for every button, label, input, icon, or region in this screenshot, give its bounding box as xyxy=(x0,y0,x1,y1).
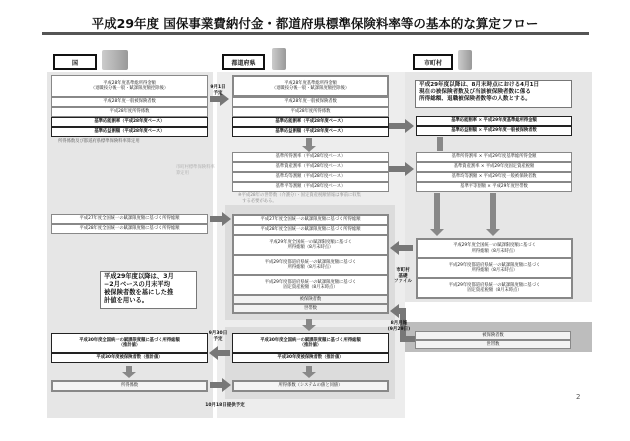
prefecture-item: 平成28年度基準総所得金額 （退職按分後一般・賦課限度額控除後） xyxy=(232,75,389,97)
municipality-rate: 基準平等割額 × 平成29年度世帯数 xyxy=(416,182,572,192)
building-icon xyxy=(272,48,286,70)
arrow-left xyxy=(218,350,230,356)
building-icon xyxy=(458,50,472,70)
arrow-right xyxy=(210,216,222,222)
arrow-down xyxy=(434,193,440,229)
arrow-left xyxy=(399,245,413,251)
building-icon xyxy=(102,50,128,70)
arrow-down-head xyxy=(302,325,316,331)
national-estimate: 平成30年度全国統一の賦課限度額に基づく所得総額 （推計値） xyxy=(51,333,208,353)
arrow-right-head xyxy=(222,212,231,226)
municipality-rate: 基準資産割率 × 平成29年度固定資産税額 xyxy=(416,162,572,172)
national-note: 所得係数及び都道府県標準保険料率算定用 xyxy=(58,139,140,144)
arrow-right-head xyxy=(222,378,231,392)
municipality-rate: 基準所得割率 × 平成29年度基準総所得金額 xyxy=(416,152,572,162)
national-item: 平成28年度一般被保険者数 xyxy=(51,97,208,107)
prefecture-income-coefficient: 所得係数（システムの値と同値） xyxy=(232,380,389,392)
national-income: 平成27年度全国統一の賦課限度額に基づく所得総額 xyxy=(51,214,208,224)
prefecture-income: 平成29年度都道府県統一の賦課限度額に基づく 固定資産税額（8月末時点） xyxy=(233,275,388,295)
prefecture-estimate: 平成30年度被保険者数（推計値） xyxy=(232,353,389,363)
prefecture-header: 都道府県 xyxy=(222,54,265,70)
municipality-income: 平成29年度全国統一の賦課限度額に基づく 所得総額（8月末時点） xyxy=(417,239,572,258)
national-estimate: 平成30年度被保険者数（推計値） xyxy=(51,353,208,363)
prefecture-item: 平成28年度一般被保険者数 xyxy=(232,97,389,107)
prefecture-item: 基準応能割率（平成28年度ベース） xyxy=(232,117,389,127)
municipality-header: 市町村 xyxy=(413,54,453,70)
prefecture-income: 平成29年度全国統一の賦課限度額に基づく 所得総額（8月末時点） xyxy=(233,235,388,255)
arrow-left-head xyxy=(209,346,218,360)
page-title: 平成29年度 国保事業費納付金・都道府県標準保険料率等の基本的な算定フロー xyxy=(91,16,539,31)
arrow-down-head xyxy=(302,372,316,378)
municipality-item: 基準応益割額 × 平成29年度一般被保険者数 xyxy=(416,126,572,136)
monthly-report-label: 8月月報 (9月29日) xyxy=(387,321,411,332)
prefecture-income: 平成28年度全国統一の賦課限度額に基づく所得総額 xyxy=(233,225,388,235)
sep30-label: 9月30日 予定 xyxy=(208,331,228,342)
municipality-household-count: 世帯数 xyxy=(415,340,571,349)
municipality-rate: 基準均等割額 × 平成29年度一般被保険者数 xyxy=(416,172,572,182)
national-item: 平成28年度所得係数 xyxy=(51,107,208,117)
prefecture-rates-note: ※平成28年の世帯数（介護分）・固定資産税額情報は事前に収集 する必要がある。 xyxy=(238,193,361,204)
municipality-insured-count: 被保険者数 xyxy=(415,331,571,340)
arrow-down-head xyxy=(122,372,136,378)
municipality-callout: 平成29年度以降は、8月末時点における4月1日 現在の被保険者数及び当該被保険者数に係る 所得総額、退職被保険者数等の人数とする。 xyxy=(415,80,572,108)
national-item: 基準応益割額（平成28年度ベース） xyxy=(51,127,208,137)
prefecture-rate: 基準均等割額（平成28年度ベース） xyxy=(232,172,389,182)
arrow-down-head xyxy=(486,229,500,236)
prefecture-rate: 基準所得割率（平成28年度ベース） xyxy=(232,152,389,162)
national-income-coefficient: 所得係数 xyxy=(51,380,208,392)
arrow-down-head xyxy=(430,229,444,236)
arrow-right xyxy=(389,123,405,129)
page-number: 2 xyxy=(576,393,581,401)
arrow-connector xyxy=(400,336,415,342)
prefecture-insured-count: 被保険者数 xyxy=(233,295,388,304)
national-item: 基準応能割率（平成28年度ベース） xyxy=(51,117,208,127)
prefecture-rate: 基準平等割額（平成28年度ベース） xyxy=(232,182,389,192)
arrow-left-head xyxy=(390,304,399,318)
connector xyxy=(437,137,443,151)
municipality-income: 平成29年度都道府県統一の賦課限度額に基づく 所得総額（8月末時点） xyxy=(417,258,572,278)
arrow-right xyxy=(210,96,220,102)
arrow-right-head xyxy=(405,119,414,133)
national-income: 平成28年度全国統一の賦課限度額に基づく所得総額 xyxy=(51,224,208,234)
arrow-right xyxy=(389,166,405,172)
arrow-down xyxy=(490,193,496,229)
national-callout: 平成29年度以降は、3月 −2月ベースの月末平均 被保険者数を基にした推 計値を用いる。 xyxy=(100,271,197,309)
national-item: 平成28年度基準総所得金額 （退職按分後一般・賦課限度額控除後） xyxy=(51,75,208,97)
arrow-right xyxy=(210,382,222,388)
sep1-label: 9月1日 予定 xyxy=(210,85,226,96)
prefecture-income: 平成29年度都道府県統一の賦課限度額に基づく 所得総額（8月末時点） xyxy=(233,255,388,275)
prefecture-item: 基準応益割額（平成28年度ベース） xyxy=(232,127,389,137)
prefecture-item: 平成28年度所得係数 xyxy=(232,107,389,117)
prefecture-rate: 基準資産割率（平成28年度ベース） xyxy=(232,162,389,172)
prefecture-household-count: 世帯数 xyxy=(233,304,388,313)
national-header: 国 xyxy=(53,54,97,70)
oct18-label: 10月18日提供予定 xyxy=(205,403,245,408)
prefecture-estimate: 平成30年度全国統一の賦課限度額に基づく所得総額 （推計値） xyxy=(232,333,389,353)
municipality-item: 基準応能割率 × 平成29年度基準総所得金額 xyxy=(416,116,572,126)
kiso-file-label: 市町村 基礎 ファイル xyxy=(394,268,412,285)
arrow-right-head xyxy=(405,162,414,176)
prefecture-income: 平成27年度全国統一の賦課限度額に基づく所得総額 xyxy=(233,215,388,225)
title-underline xyxy=(42,32,589,35)
arrow-down xyxy=(306,138,312,146)
arrow-left-head xyxy=(390,241,399,255)
prefecture-side-note: 市町村標準保険料率 算定用 xyxy=(176,165,215,176)
municipality-income: 平成29年度都道府県統一の賦課限度額に基づく 固定資産税額（8月末時点） xyxy=(417,278,572,298)
